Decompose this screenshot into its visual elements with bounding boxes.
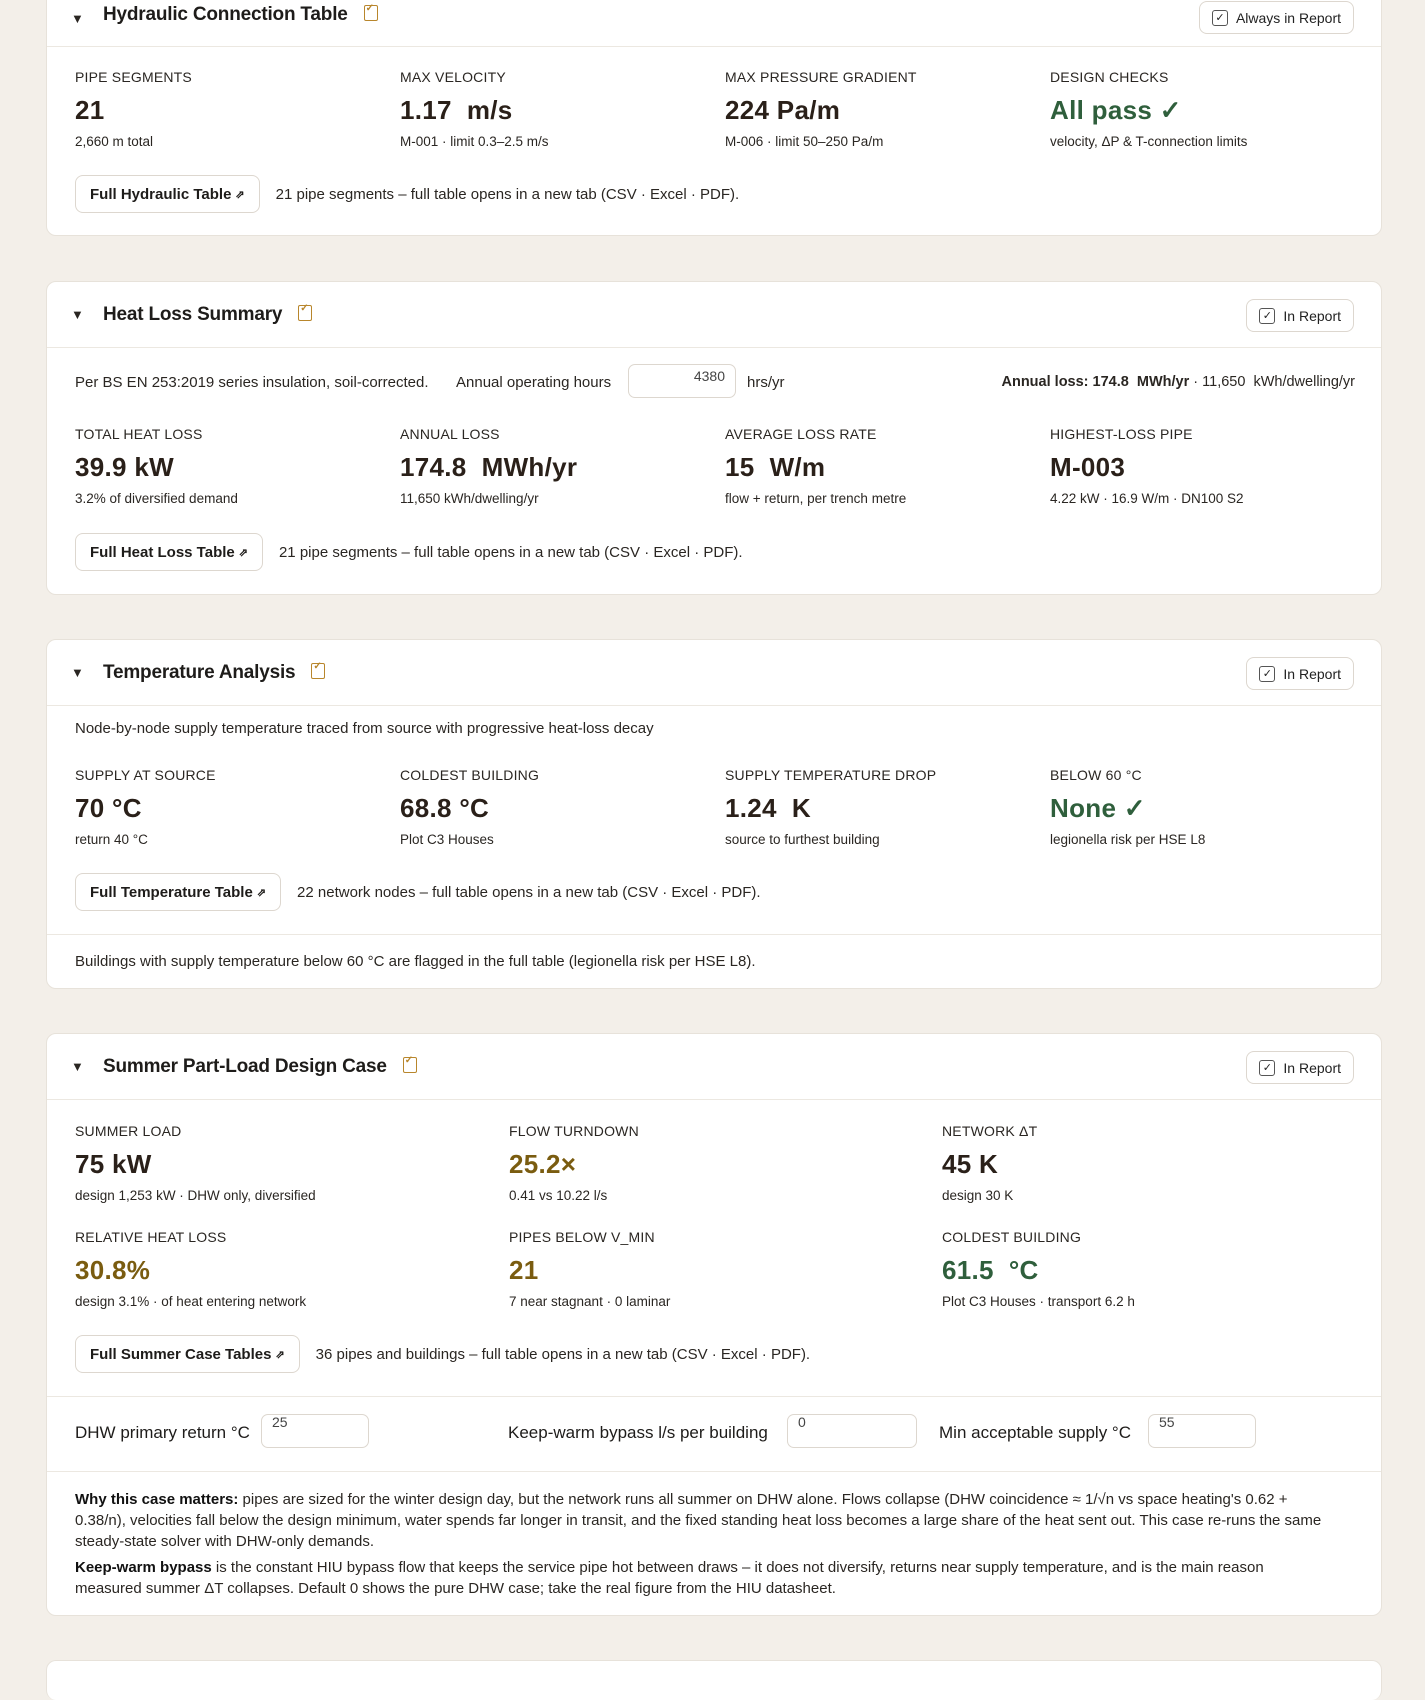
stat-sub: M-001 · limit 0.3–2.5 m/s [400,134,549,149]
stat-sub: 0.41 vs 10.22 l/s [509,1188,608,1203]
stat-max-velocity [400,69,549,149]
annual-loss-rest: · 11,650 kWh/dwelling/yr [1189,374,1355,390]
heatloss-card [46,281,1382,595]
stat-value: M-003 [1050,452,1126,482]
stat-sub: 3.2% of diversified demand [75,491,238,506]
stat-supply-temperature-drop [725,767,936,847]
stat-label: AVERAGE LOSS RATE [725,426,877,442]
stat-max-pressure-gradient [725,69,917,149]
stat-value: 75 kW [75,1149,152,1179]
full-temperature-table-button[interactable] [75,873,281,911]
stat-sub: 4.22 kW · 16.9 W/m · DN100 S2 [1050,491,1244,506]
stat-sub: 7 near stagnant · 0 laminar [509,1294,671,1309]
stat-sub: source to furthest building [725,832,880,847]
divider [47,1396,1381,1397]
annual-loss-summary [1002,374,1356,390]
report-checkbox[interactable]: ✓ [1259,666,1275,682]
report-toggle-label: In Report [1283,665,1341,682]
stat-label: ANNUAL LOSS [400,426,500,442]
collapse-chevron-icon[interactable]: ▼ [71,1059,84,1074]
stat-design-checks [1050,69,1247,149]
stat-highest-loss-pipe [1050,426,1244,506]
stat-flow-turndown [509,1123,639,1203]
action-note: 36 pipes and buildings – full table opens in a new tab (CSV · Excel · PDF). [315,1345,811,1363]
stat-sub: velocity, ΔP & T-connection limits [1050,134,1248,149]
stat-below-60c [1050,767,1205,847]
stat-label: TOTAL HEAT LOSS [75,426,203,442]
operating-hours-input[interactable]: 4380 [628,364,736,398]
divider [47,1471,1381,1472]
stat-label: PIPES BELOW V_MIN [509,1229,655,1245]
summer-title: Summer Part-Load Design Case [103,1056,387,1077]
keep-warm-bypass-explanation [75,1557,1331,1599]
stat-value: 70 °C [75,793,142,823]
summer-title-wrap [103,1056,417,1078]
summer-header[interactable] [47,1034,1381,1100]
next-card [46,1660,1382,1700]
stat-sub: design 3.1% · of heat entering network [75,1294,307,1309]
hours-unit: hrs/yr [747,374,785,391]
temperature-actions [75,873,761,911]
collapse-chevron-icon[interactable]: ▼ [71,11,84,26]
stat-label: BELOW 60 °C [1050,767,1142,783]
button-label: Full Temperature Table [90,883,253,901]
report-toggle[interactable] [1199,1,1354,34]
bookmark-icon[interactable] [298,305,312,321]
keep-warm-bypass-input[interactable]: 0 [787,1414,917,1448]
stat-label: FLOW TURNDOWN [509,1123,639,1139]
stat-value: 68.8 °C [400,793,490,823]
stat-network-delta-t [942,1123,1037,1203]
stat-value: 30.8% [75,1255,151,1285]
stat-pipes-below-vmin [509,1229,670,1309]
why-this-case-matters [75,1489,1331,1552]
full-summer-case-tables-button[interactable] [75,1335,300,1373]
temperature-card [46,639,1382,989]
action-note: 22 network nodes – full table opens in a new tab (CSV · Excel · PDF). [297,883,761,901]
stat-sub: Plot C3 Houses [400,832,494,847]
stat-value: 174.8 MWh/yr [400,452,578,482]
full-heat-loss-table-button[interactable] [75,533,263,571]
bookmark-icon[interactable] [364,5,378,21]
hydraulic-title: Hydraulic Connection Table [103,4,348,25]
button-label: Full Heat Loss Table [90,543,235,561]
stat-pipe-segments [75,69,192,149]
external-link-icon: ⇗ [275,1348,285,1361]
stat-value: 39.9 kW [75,452,174,482]
stat-sub: design 30 K [942,1188,1014,1203]
why-bold: Why this case matters: [75,1491,239,1508]
stat-sub: design 1,253 kW · DHW only, diversified [75,1188,316,1203]
stat-value: 25.2× [509,1149,577,1179]
report-checkbox[interactable]: ✓ [1212,10,1228,26]
stat-value: All pass ✓ [1050,95,1182,125]
hydraulic-title-wrap [103,4,378,26]
temperature-title-wrap [103,662,325,684]
stat-total-heat-loss [75,426,238,506]
stat-coldest-building [400,767,539,847]
action-note: 21 pipe segments – full table opens in a new tab (CSV · Excel · PDF). [278,543,743,561]
stat-value: 1.24 K [725,793,811,823]
hydraulic-actions [75,175,739,213]
stat-label: RELATIVE HEAT LOSS [75,1229,227,1245]
stat-label: SUPPLY AT SOURCE [75,767,216,783]
stat-value: 21 [75,95,105,125]
stat-value: 224 Pa/m [725,95,841,125]
bypass-bold: Keep-warm bypass [75,1559,212,1576]
report-checkbox[interactable]: ✓ [1259,1060,1275,1076]
stat-value: 15 W/m [725,452,826,482]
annual-loss-bold: Annual loss: 174.8 MWh/yr [1001,374,1190,390]
dhw-return-label: DHW primary return °C [75,1423,250,1442]
min-supply-input[interactable]: 55 [1148,1414,1256,1448]
stat-supply-at-source [75,767,216,847]
external-link-icon: ⇗ [238,546,248,559]
report-toggle[interactable] [1246,299,1354,332]
hydraulic-card [46,0,1382,236]
stat-value: 21 [509,1255,539,1285]
stat-label: MAX VELOCITY [400,69,506,85]
report-toggle-label: Always in Report [1235,9,1341,26]
divider [47,934,1381,935]
stat-value: None ✓ [1050,793,1146,823]
stat-sub: legionella risk per HSE L8 [1050,832,1206,847]
temperature-intro: Node-by-node supply temperature traced from source with progressive heat-loss decay [75,720,654,737]
stat-average-loss-rate [725,426,906,506]
stat-label: SUMMER LOAD [75,1123,182,1139]
report-toggle[interactable] [1246,1051,1354,1084]
stat-value: 45 K [942,1149,999,1179]
button-label: Full Hydraulic Table [90,185,232,203]
summer-card [46,1033,1382,1616]
stat-summer-load [75,1123,316,1203]
stat-sub: return 40 °C [75,832,148,847]
report-toggle-label: In Report [1283,307,1341,324]
temperature-footer: Buildings with supply temperature below 60 °C are flagged in the full table (legionella risk per HSE L8). [75,953,756,970]
heatloss-title: Heat Loss Summary [103,304,283,325]
summer-actions [75,1335,810,1373]
stat-sub: 2,660 m total [75,134,154,149]
report-checkbox[interactable]: ✓ [1259,308,1275,324]
stat-label: NETWORK ΔT [942,1123,1038,1139]
stat-label: DESIGN CHECKS [1050,69,1169,85]
heatloss-header[interactable] [47,282,1381,348]
dhw-return-input[interactable]: 25 [261,1414,369,1448]
stat-label: PIPE SEGMENTS [75,69,192,85]
external-link-icon: ⇗ [256,886,267,899]
full-hydraulic-table-button[interactable] [75,175,260,213]
stat-sub: M-006 · limit 50–250 Pa/m [725,134,884,149]
report-toggle[interactable] [1246,657,1354,690]
min-supply-label: Min acceptable supply °C [939,1423,1132,1442]
stat-label: COLDEST BUILDING [400,767,540,783]
report-toggle-label: In Report [1283,1059,1341,1076]
stat-label: SUPPLY TEMPERATURE DROP [725,767,937,783]
heatloss-intro: Per BS EN 253:2019 series insulation, soil-corrected. [75,374,429,391]
stat-sub: flow + return, per trench metre [725,491,907,506]
stat-relative-heat-loss [75,1229,306,1309]
collapse-chevron-icon[interactable]: ▼ [71,665,84,680]
temperature-header[interactable] [47,640,1381,706]
stat-label: COLDEST BUILDING [942,1229,1082,1245]
bookmark-icon[interactable] [403,1057,417,1073]
stat-summer-coldest-building [942,1229,1135,1309]
heatloss-title-wrap [103,304,312,326]
keep-warm-bypass-label: Keep-warm bypass l/s per building [508,1423,768,1442]
stat-value: 61.5 °C [942,1255,1039,1285]
hydraulic-header[interactable] [47,0,1381,47]
heatloss-actions [75,533,743,571]
collapse-chevron-icon[interactable]: ▼ [71,307,84,322]
stat-label: MAX PRESSURE GRADIENT [725,69,917,85]
button-label: Full Summer Case Tables [90,1345,272,1363]
bookmark-icon[interactable] [311,663,325,679]
hours-label: Annual operating hours [456,374,612,391]
stat-sub: 11,650 kWh/dwelling/yr [400,491,539,506]
stat-value: 1.17 m/s [400,95,513,125]
temperature-title: Temperature Analysis [103,662,296,683]
action-note: 21 pipe segments – full table opens in a new tab (CSV · Excel · PDF). [275,185,740,203]
stat-sub: Plot C3 Houses · transport 6.2 h [942,1294,1135,1309]
stat-annual-loss [400,426,577,506]
bypass-text: is the constant HIU bypass flow that keeps the service pipe hot between draws – it does not diversify, returns near supply temperature, and is the main reason measured summer ΔT collapses. Default 0 shows the pure DHW case; take the real figure from the HIU datasheet. [75,1559,1264,1597]
stat-label: HIGHEST-LOSS PIPE [1050,426,1193,442]
external-link-icon: ⇗ [235,188,245,201]
why-text: pipes are sized for the winter design day, but the network runs all summer on DHW alone. Flows collapse (DHW coincidence ≈ 1/√n vs space heating's 0.62 + 0.38/n), velocities fall below the design minimum, water spends far longer in transit, and the fixed standing heat loss becomes a large share of the heat sent out. This case re-runs the same steady-state solver with DHW-only demands. [75,1491,1322,1550]
